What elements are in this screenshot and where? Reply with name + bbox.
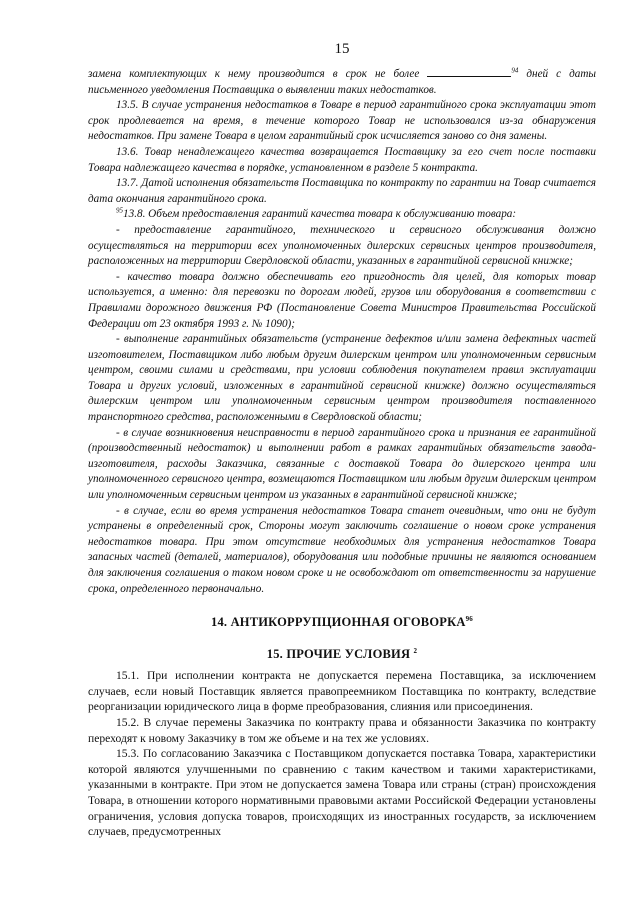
bullet-quality-fitness: - качество товара должно обеспечивать его пригодность для целей, для которых товар используется, а именно: для перевозки по дорогам людей, грузов или оборудования в соответствии с Правилами дорожного движения РФ (Постановление Совета Министров Правительства Российской Федерации от 23 октября 1993 г. № 1090);: [88, 270, 596, 330]
paragraph-13-5: 13.5. В случае устранения недостатков в Товаре в период гарантийного срока эксплуатации этот срок продлевается на время, в течение которого Товар не использовался из-за обнаружения недостатков. При замене Товара в целом гарантийный срок исчисляется заново со дня замены.: [88, 99, 596, 143]
paragraph-13-6: 13.6. Товар ненадлежащего качества возвращается Поставщику за его счет после поставки Товара надлежащего качества в порядке, установленном в разделе 5 контракта.: [88, 145, 596, 174]
section-14-heading: [88, 615, 596, 630]
section-15-heading: [88, 647, 596, 662]
bullet-service-territory: - предоставление гарантийного, технического и сервисного обслуживания должно осуществляться на территории всех уполномоченных дилерских сервисных центров производителя, расположенных на территории Свердловской области, указанных в гарантийной сервисной книжке;: [88, 223, 596, 268]
paragraph-15-1: 15.1. При исполнении контракта не допускается перемена Поставщика, за исключением случаев, если новый Поставщик является правопреемником Поставщика по контракту, вследствие реорганизации юридического лица в форме преобразования, слияния или присоединения.: [88, 669, 596, 714]
page-number: 15: [334, 41, 350, 57]
paragraph-15-3: 15.3. По согласованию Заказчика с Поставщиком допускается поставка Товара, характеристики которой являются улучшенными по сравнению с таким качеством и такими характеристиками, указанными в контракте. При этом не допускается замена Товара или страны (стран) происхождения Товара, в отношении которого нормативными правовыми актами Российской Федерации установлены ограничения, условия допуска товаров, происходящих из иностранных государств, за исключением случаев, предусмотренных: [88, 747, 596, 839]
section-14-title: 14. АНТИКОРРУПЦИОННАЯ ОГОВОРКА: [211, 615, 466, 630]
paragraph-15-2: 15.2. В случае перемены Заказчика по контракту права и обязанности Заказчика по контракту переходят к новому Заказчику в том же объеме и на тех же условиях.: [88, 715, 596, 745]
paragraph-replacement-term: [88, 66, 596, 98]
footnote-ref-94: 94: [511, 66, 519, 75]
warranty-section-continuation: [88, 66, 596, 597]
section-15-body: [88, 668, 596, 840]
footnote-ref-96: 96: [465, 615, 473, 624]
replacement-term-text-end: дней с даты письменного уведомления Поставщика о выявлении таких недостатков.: [88, 68, 596, 96]
section-15-title: 15. ПРОЧИЕ УСЛОВИЯ: [266, 647, 411, 662]
replacement-term-text-start: замена комплектующих к нему производится в срок не более: [88, 68, 420, 80]
footnote-ref-2: 2: [413, 647, 418, 656]
paragraph-13-8-text: 13.8. Объем предоставления гарантий качества товара к обслуживанию товара:: [123, 208, 517, 221]
bullet-warranty-obligations: - выполнение гарантийных обязательств (устранение дефектов и/или замена дефектных частей изготовителем, Поставщиком либо любым другим дилерским центром или уполномоченным сервисным центром, своими силами и средствами, при условии соблюдения покупателем правил эксплуатации Товара и других условий, изложенных в гарантийной сервисной книжке) должно осуществляться дилерским центром или уполномоченным сервисным центром производителя поставленного транспортного средства, расположенными в Свердловской области;: [88, 333, 596, 424]
paragraph-13-7: 13.7. Датой исполнения обязательств Поставщика по контракту по гарантии на Товар считается дата окончания гарантийного срока.: [88, 177, 596, 205]
blank-fill-line: [427, 66, 511, 77]
footnote-ref-95: 95: [116, 206, 123, 215]
bullet-malfunction-costs: - в случае возникновения неисправности в период гарантийного срока и признания ее гарантийной (производственный недостаток) и выполнении работ в рамках гарантийных обязательств завода-изготовителя, расходы Заказчика, связанные с доставкой Товара до дилерского центра или уполномоченного сервисного центра, возмещаются Поставщиком или любым другим дилерским центром или уполномоченным сервисным центром из указанных в гарантийной сервисной книжке;: [88, 426, 596, 502]
bullet-new-repair-term: - в случае, если во время устранения недостатков Товара станет очевидным, что они не будут устранены в определенный срок, Стороны могут заключить соглашение о новом сроке устранения недостатков товара. При этом отсутствие необходимых для устранения недостатков Товара запасных частей (деталей, материалов), оборудования или подобные причины не являются основанием для заключения соглашения о таком новом сроке и не освобождают от ответственности за нарушение срока, определенного первоначально.: [88, 504, 596, 595]
paragraph-13-8: [88, 207, 596, 223]
